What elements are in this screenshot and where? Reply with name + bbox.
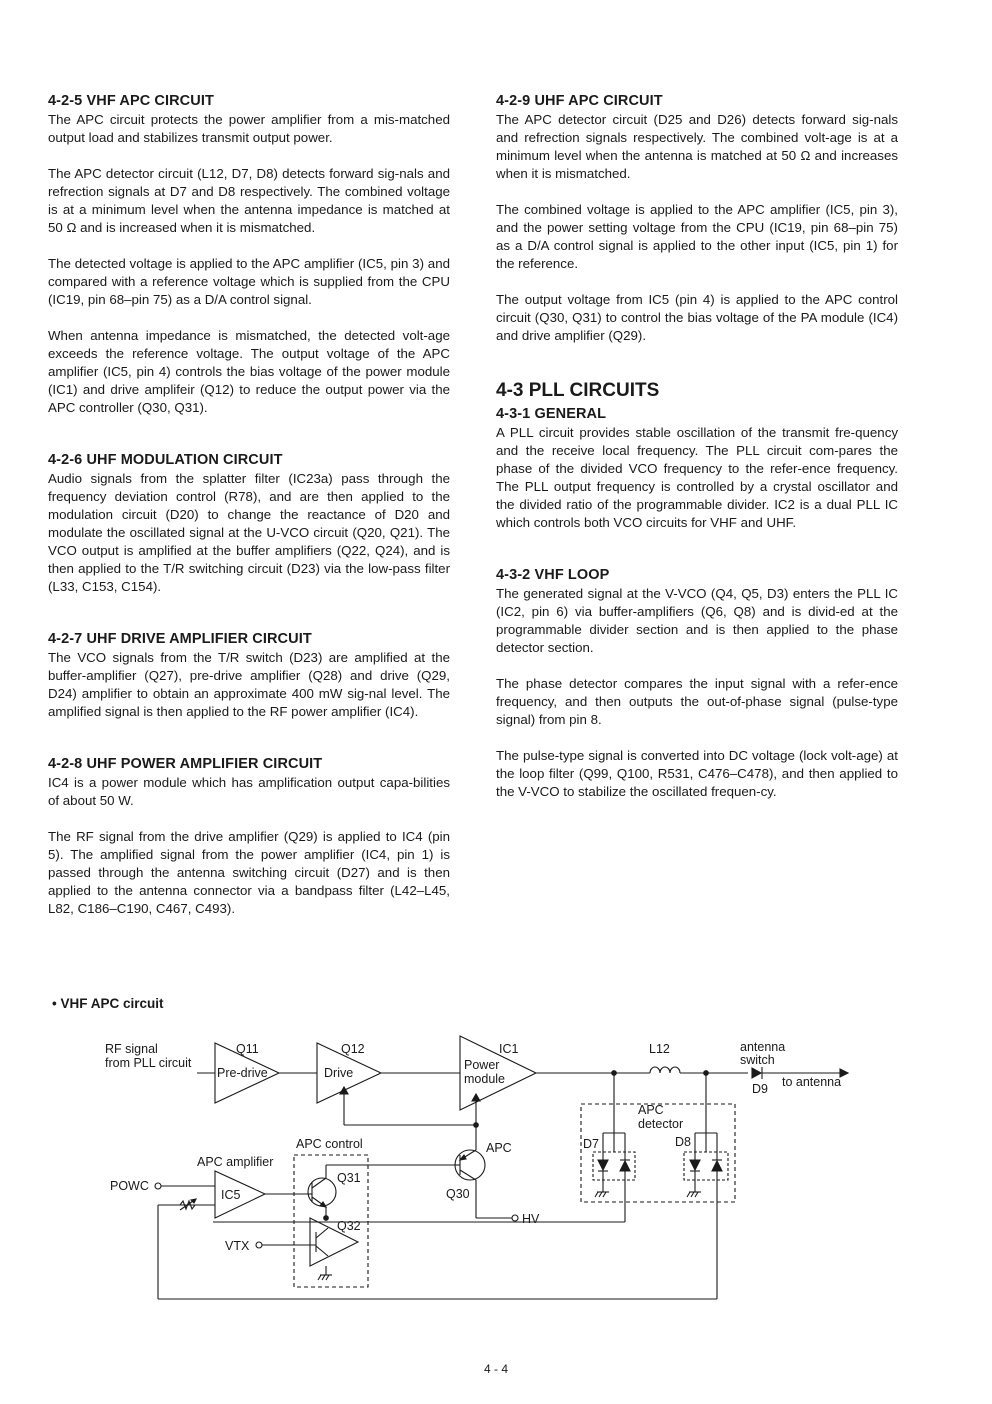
label-power: Power: [464, 1058, 500, 1072]
label-vtx: VTX: [225, 1239, 250, 1253]
section-heading: 4-2-8 UHF POWER AMPLIFIER CIRCUIT: [48, 756, 323, 772]
label-module: module: [464, 1072, 505, 1086]
section-heading: 4-2-5 VHF APC CIRCUIT: [48, 93, 214, 109]
label-from-pll: from PLL circuit: [105, 1056, 192, 1070]
label-d7: D7: [583, 1137, 599, 1151]
section-heading: 4-3-2 VHF LOOP: [496, 567, 610, 583]
section-heading: 4-2-6 UHF MODULATION CIRCUIT: [48, 452, 283, 468]
label-drive: Drive: [324, 1066, 354, 1080]
paragraph: IC4 is a power module which has amplification output capa-bilities of about 50 W.: [48, 775, 450, 808]
label-apc-control: APC control: [296, 1137, 363, 1151]
label-predrive: Pre-drive: [217, 1066, 268, 1080]
label-apc-amplifier: APC amplifier: [197, 1155, 274, 1169]
paragraph: The phase detector compares the input signal with a refer-ence frequency, and then outputs the out-of-phase signal (pulse-type signal) from pin 8.: [496, 676, 898, 727]
label-q12: Q12: [341, 1042, 365, 1056]
label-rf-signal: RF signal: [105, 1042, 158, 1056]
paragraph: The detected voltage is applied to the APC amplifier (IC5, pin 3) and compared with a reference voltage which is supplied from the CPU (IC19, pin 68–pin 75) as a D/A control signal.: [48, 256, 450, 307]
paragraph: The APC detector circuit (L12, D7, D8) detects forward sig-nals and refrection signals at D7 and D8 respectively. The combined voltage is at a minimum level when the antenna impedance is matched at 50 Ω and is increased when it is mismatched.: [48, 166, 450, 235]
section-heading: 4-2-9 UHF APC CIRCUIT: [496, 93, 663, 109]
label-q31: Q31: [337, 1171, 361, 1185]
chapter-title: 4-3 PLL CIRCUITS: [496, 380, 660, 401]
paragraph: A PLL circuit provides stable oscillation of the transmit fre-quency and the receive local frequency. The PLL circuit com-pares the phase of the divided VCO frequency to the refer-ence frequency. The PLL output frequency is controlled by a crystal oscillator and the divided ratio of the programmable divider. IC2 is a dual PLL IC which controls both VCO circuits for VHF and UHF.: [496, 425, 898, 530]
label-ic1: IC1: [499, 1042, 519, 1056]
diagram-title: • VHF APC circuit: [52, 996, 164, 1011]
label-powc: POWC: [110, 1179, 149, 1193]
paragraph: The pulse-type signal is converted into DC voltage (lock volt-age) at the loop filter (Q99, Q100, R531, C476–C478), and then applied to the V-VCO to stabilize the oscillated frequen-cy.: [496, 748, 898, 799]
paragraph: Audio signals from the splatter filter (IC23a) pass through the frequency deviation control (R78), and are then applied to the modulation circuit (D20) to change the reactance of D20 and modulate the oscillated signal at the U-VCO circuit (Q20, Q21). The VCO output is amplified at the buffer amplifiers (Q22, Q24), and is then applied to the T/R switching circuit (D23) via the low-pass filter (L33, C153, C154).: [48, 471, 450, 594]
label-apc-detector-2: detector: [638, 1117, 684, 1131]
label-q32: Q32: [337, 1219, 361, 1233]
label-ic5: IC5: [221, 1188, 241, 1202]
paragraph: The APC detector circuit (D25 and D26) detects forward sig-nals and refrection signals respectively. The combined volt-age is at a minimum level when the antenna is matched at 50 Ω and increases when it is mismatched.: [496, 112, 898, 181]
paragraph: The output voltage from IC5 (pin 4) is applied to the APC control circuit (Q30, Q31) to control the bias voltage of the PA module (IC4) and drive amplifier (Q29).: [496, 292, 898, 343]
page-number: 4 - 4: [483, 1362, 508, 1376]
label-apc: APC: [486, 1141, 512, 1155]
label-q11: Q11: [236, 1042, 259, 1056]
label-d9: D9: [752, 1082, 768, 1096]
l12-coil: [650, 1067, 680, 1073]
section-heading: 4-2-7 UHF DRIVE AMPLIFIER CIRCUIT: [48, 631, 312, 647]
label-q30: Q30: [446, 1187, 470, 1201]
d9-diode: [752, 1068, 761, 1078]
paragraph: The RF signal from the drive amplifier (Q29) is applied to IC4 (pin 5). The amplified signal from the power amplifier (IC4, pin 1) is passed through the antenna switching circuit (D27) and is then applied to the antenna connector via a bandpass filter (L42–L45, L82, C186–C190, C467, C493).: [48, 829, 450, 916]
paragraph: The VCO signals from the T/R switch (D23) are amplified at the buffer-amplifier (Q27), pre-drive amplifier (Q28) and drive (Q29, D24) amplifier to obtain an approximate 400 mW sig-nal level. The amplified signal is then applied to the RF power amplifier (IC4).: [48, 650, 450, 719]
label-apc-detector-1: APC: [638, 1103, 664, 1117]
label-l12: L12: [649, 1042, 670, 1056]
paragraph: The combined voltage is applied to the APC amplifier (IC5, pin 3), and the power setting voltage from the CPU (IC19, pin 68–pin 75) as a D/A control signal is applied to the other input (IC5, pin 1) for the reference.: [496, 202, 898, 271]
paragraph: When antenna impedance is mismatched, the detected volt-age exceeds the reference voltage. The output voltage of the APC amplifier (IC5, pin 4) controls the bias voltage of the power module (IC1) and drive amplifeir (Q12) to reduce the output power via the APC controller (Q30, Q31).: [48, 328, 450, 415]
label-hv: HV: [522, 1212, 540, 1226]
label-switch: switch: [740, 1053, 775, 1067]
label-antenna: antenna: [740, 1040, 786, 1054]
paragraph: The APC circuit protects the power amplifier from a mis-matched output load and stabilizes transmit output power.: [48, 112, 450, 145]
paragraph: The generated signal at the V-VCO (Q4, Q5, D3) enters the PLL IC (IC2, pin 6) via buffer-amplifiers (Q6, Q8) and is divid-ed at the programmable divider section and is then applied to the phase detector section.: [496, 586, 898, 655]
label-d8: D8: [675, 1135, 691, 1149]
section-heading: 4-3-1 GENERAL: [496, 406, 607, 422]
label-to-antenna: to antenna: [782, 1075, 842, 1089]
